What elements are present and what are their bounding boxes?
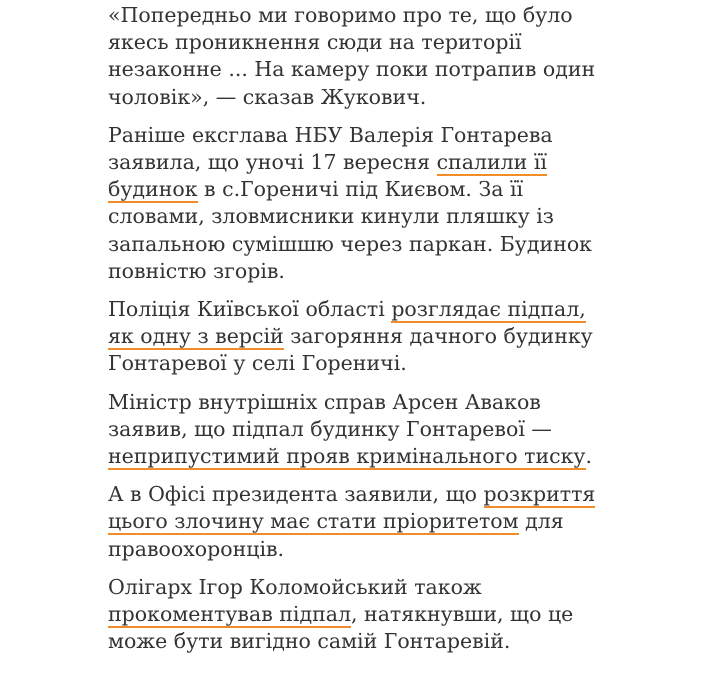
article-link[interactable]: спалили її будинок [108, 150, 547, 202]
paragraph-text: для правоохоронців. [108, 509, 564, 561]
article-link[interactable]: неприпустимий прояв кримінального тиску [108, 444, 586, 469]
article-body [108, 0, 608, 666]
paragraph-text: Міністр внутрішніх справ Арсен Аваков заявив, що підпал будинку Гонтаревої — [108, 389, 552, 441]
article-paragraph [108, 574, 608, 656]
article-link[interactable]: прокоментував підпал [108, 602, 351, 627]
paragraph-text: Раніше ексглава НБУ Валерія Гонтарева заявила, що уночі 17 вересня [108, 122, 553, 175]
article-link[interactable]: розглядає підпал, як одну з версій [108, 297, 586, 349]
paragraph-text: в с.Гореничі під Києвом. За її словами, зловмисники кинули пляшку із запальною сумішшю через паркан. Будинок повністю згорів. [108, 177, 592, 283]
paragraph-text: загоряння дачного будинку Гонтаревої у селі Гореничі. [108, 324, 593, 376]
article-paragraph [108, 296, 608, 378]
paragraph-text: Олігарх Ігор Коломойський також [108, 574, 482, 599]
article-paragraph [108, 122, 608, 285]
article-paragraph [108, 389, 608, 471]
article-paragraph [108, 2, 608, 111]
article-link[interactable]: розкриття цього злочину має стати пріоритетом [108, 482, 596, 534]
paragraph-text: . [585, 444, 593, 469]
paragraph-text: Поліція Київської області [108, 297, 392, 322]
paragraph-text: «Попередньо ми говоримо про те, що було якесь проникнення сюди на території незаконне ... На камеру поки потрапив один чоловік», — сказав Жукович. [108, 3, 596, 109]
paragraph-text: , натякнувши, що це може бути вигідно самій Гонтаревій. [108, 602, 574, 654]
paragraph-text: А в Офісі президента заявили, що [108, 482, 484, 507]
article-paragraph [108, 481, 608, 563]
